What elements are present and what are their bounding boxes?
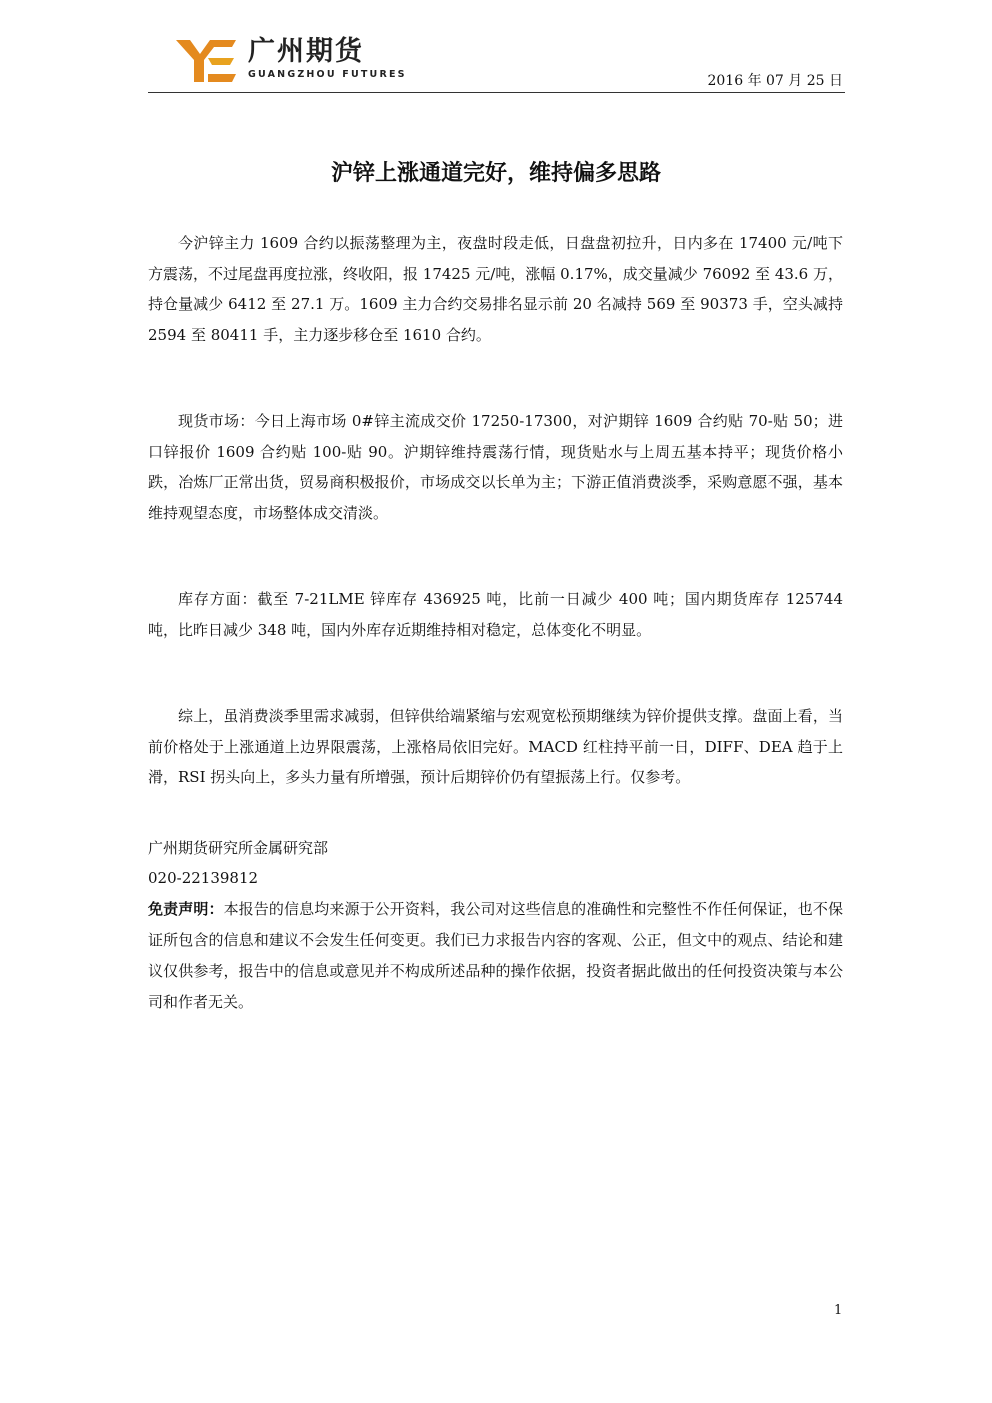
disclaimer bbox=[148, 894, 843, 1018]
department-name: 广州期货研究所金属研究部 bbox=[148, 838, 329, 857]
report-date: 2016 年 07 月 25 日 bbox=[707, 73, 843, 89]
page-header bbox=[148, 30, 845, 94]
contact-phone: 020-22139812 bbox=[148, 869, 259, 887]
paragraph-spot-market: 现货市场：今日上海市场 0#锌主流成交价 17250-17300，对沪期锌 1609 合约贴 70-贴 50；进口锌报价 1609 合约贴 100-贴 90。沪期锌维持震荡行情，现货贴水与上周五基本持平；现货价格小跌，冶炼厂正常出货，贸易商积极报价，市场成交以长单为主；下游正值消费淡季，采购意愿不强，基本维持观望态度，市场整体成交清淡。 bbox=[148, 412, 843, 522]
disclaimer-text: 本报告的信息均来源于公开资料，我公司对这些信息的准确性和完整性不作任何保证，也不保证所包含的信息和建议不会发生任何变更。我们已力求报告内容的客观、公正，但文中的观点、结论和建议仅供参考，报告中的信息或意见并不构成所述品种的操作依据，投资者据此做出的任何投资决策与本公司和作者无关。 bbox=[148, 899, 843, 1011]
report-title: 沪锌上涨通道完好，维持偏多思路 bbox=[330, 161, 661, 186]
disclaimer-label: 免责声明： bbox=[148, 899, 224, 918]
brand-name bbox=[248, 36, 407, 80]
page-number: 1 bbox=[834, 1303, 843, 1318]
report-body bbox=[148, 228, 843, 1018]
brand-name-en: GUANGZHOU FUTURES bbox=[248, 69, 407, 80]
guangzhou-futures-logo-icon bbox=[174, 38, 238, 84]
brand-name-cn: 广州期货 bbox=[248, 36, 364, 67]
paragraph-market-summary: 今沪锌主力 1609 合约以振荡整理为主，夜盘时段走低，日盘盘初拉升，日内多在 17400 元/吨下方震荡，不过尾盘再度拉涨，终收阳，报 17425 元/吨，涨幅 0.17%，成交量减少 76092 至 43.6 万，持仓量减少 6412 至 27.1 万。1609 主力合约交易排名显示前 20 名减持 569 至 90373 手，空头减持 2594 至 80411 手，主力逐步移仓至 1610 合约。 bbox=[148, 234, 843, 344]
paragraph-inventory: 库存方面：截至 7-21LME 锌库存 436925 吨，比前一日减少 400 吨；国内期货库存 125744 吨，比昨日减少 348 吨，国内外库存近期维持相对稳定，总体变化不明显。 bbox=[148, 590, 843, 639]
paragraph-conclusion: 综上，虽消费淡季里需求减弱，但锌供给端紧缩与宏观宽松预期继续为锌价提供支撑。盘面上看，当前价格处于上涨通道上边界限震荡，上涨格局依旧完好。MACD 红柱持平前一日，DIFF、DEA 趋于上滑，RSI 拐头向上，多头力量有所增强，预计后期锌价仍有望振荡上行。仅参考。 bbox=[148, 707, 843, 786]
header-divider bbox=[148, 92, 845, 93]
